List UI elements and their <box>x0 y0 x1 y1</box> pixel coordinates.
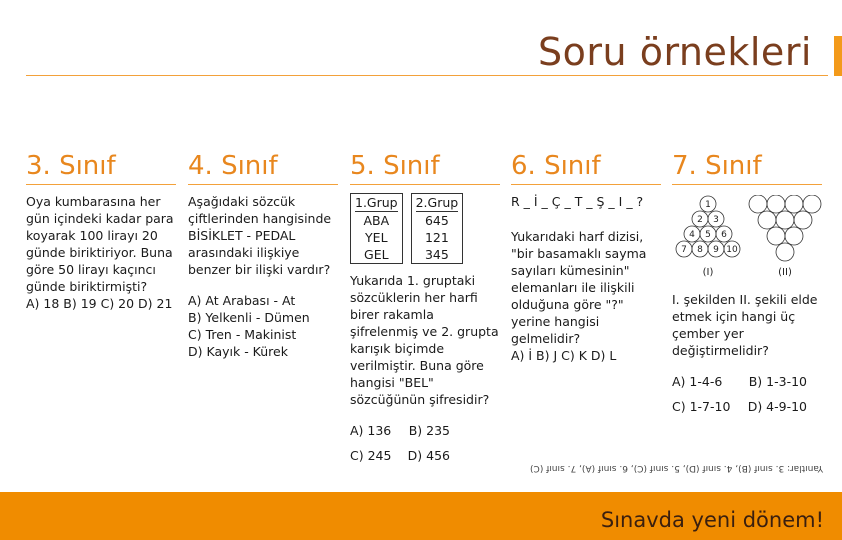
figure-2 <box>749 195 821 261</box>
group-tables <box>350 193 500 264</box>
group-1-header: 1.Grup <box>355 195 398 210</box>
grade-4-column <box>188 150 338 360</box>
group-1-item: YEL <box>365 230 388 245</box>
grade-4-title: 4. Sınıf <box>188 151 278 181</box>
circle-number: 4 <box>689 230 695 240</box>
group-2-item: 121 <box>424 230 449 245</box>
grade-5-column <box>350 150 500 464</box>
circle-number: 8 <box>697 245 703 255</box>
page-title: Soru örnekleri <box>538 30 812 74</box>
divider <box>511 184 661 185</box>
grade-7-title: 7. Sınıf <box>672 151 762 181</box>
title-accent-bar <box>834 36 842 76</box>
grade-3-title: 3. Sınıf <box>26 151 116 181</box>
grade-5-question: Yukarıda 1. gruptaki sözcüklerin her harfi birer rakamla şifrelenmiş ve 2. grupta karışık biçimde verilmiştir. Buna göre hangisi "BEL" sözcüğünün şifresidir? <box>350 273 499 407</box>
answer-key: Yanıtlar: 3. sınıf (B), 4. sınıf (D), 5. sınıf (C), 6. sınıf (A), 7. sınıf (C) <box>530 463 824 473</box>
grade-6-column <box>511 150 661 364</box>
group-2-header: 2.Grup <box>415 195 459 210</box>
option-a: A) 1-4-6 <box>672 374 723 389</box>
option-c: C) 245 <box>350 448 392 463</box>
figure-1-label: (I) <box>702 267 714 278</box>
circle-figures <box>672 195 822 283</box>
divider <box>188 184 338 185</box>
group-1-item: GEL <box>364 247 389 262</box>
circle-number: 2 <box>697 215 703 225</box>
group-1-item: ABA <box>363 213 390 228</box>
grade-6-answers: A) İ B) J C) K D) L <box>511 348 617 363</box>
figure-2-label: (II) <box>778 267 792 278</box>
grade-6-question: Yukarıdaki harf dizisi, "bir basamaklı sayma sayıları kümesinin" elemanları ile ilişkili olduğuna göre "?" yerine hangisi gelmelidir? <box>511 229 647 346</box>
grade-7-options <box>672 373 822 415</box>
circle-number: 10 <box>726 245 738 255</box>
circle-number: 7 <box>681 245 687 255</box>
group-2-item: 345 <box>424 247 449 262</box>
divider <box>350 184 500 185</box>
divider <box>26 184 176 185</box>
grade-7-question: I. şekilden II. şekili elde etmek için hangi üç çember yer değiştirmelidir? <box>672 292 818 358</box>
option-b: B) Yelkenli - Dümen <box>188 310 310 325</box>
option-d: D) 4-9-10 <box>747 399 807 414</box>
grade-4-question: Aşağıdaki sözcük çiftlerinden hangisinde BİSİKLET - PEDAL arasındaki ilişkiye benzer bir ilişki vardır? <box>188 194 332 277</box>
grade-6-title: 6. Sınıf <box>511 151 601 181</box>
group-2-box <box>411 193 464 264</box>
option-d: D) Kayık - Kürek <box>188 344 288 359</box>
option-b: B) 235 <box>408 423 450 438</box>
grade-5-title: 5. Sınıf <box>350 151 440 181</box>
circle-number: 1 <box>705 200 711 210</box>
option-c: C) Tren - Makinist <box>188 327 297 342</box>
circle-number: 5 <box>705 230 711 240</box>
grade-4-options <box>188 292 338 360</box>
grade-3-question: Oya kumbarasına her gün içindeki kadar para koyarak 100 lirayı 20 günde biriktiriyor. Buna göre 50 lirayı kaçıncı günde biriktirmişti? <box>26 194 174 294</box>
option-a: A) 136 <box>350 423 392 438</box>
grade-3-column <box>26 150 176 312</box>
option-c: C) 1-7-10 <box>672 399 731 414</box>
letter-sequence: R _ İ _ Ç _ T _ Ş _ I _ ? <box>511 194 644 209</box>
circle-number: 6 <box>721 230 727 240</box>
grade-3-answers: A) 18 B) 19 C) 20 D) 21 <box>26 296 173 311</box>
divider <box>672 184 822 185</box>
group-1-box <box>350 193 403 264</box>
title-divider <box>26 75 828 76</box>
option-b: B) 1-3-10 <box>748 374 807 389</box>
option-d: D) 456 <box>407 448 450 463</box>
grade-7-column <box>672 150 822 415</box>
circle-number: 3 <box>713 215 719 225</box>
footer-slogan: Sınavda yeni dönem! <box>600 508 824 532</box>
option-a: A) At Arabası - At <box>188 293 296 308</box>
circle-number: 9 <box>713 245 719 255</box>
group-2-item: 645 <box>424 213 449 228</box>
grade-5-options <box>350 422 500 464</box>
